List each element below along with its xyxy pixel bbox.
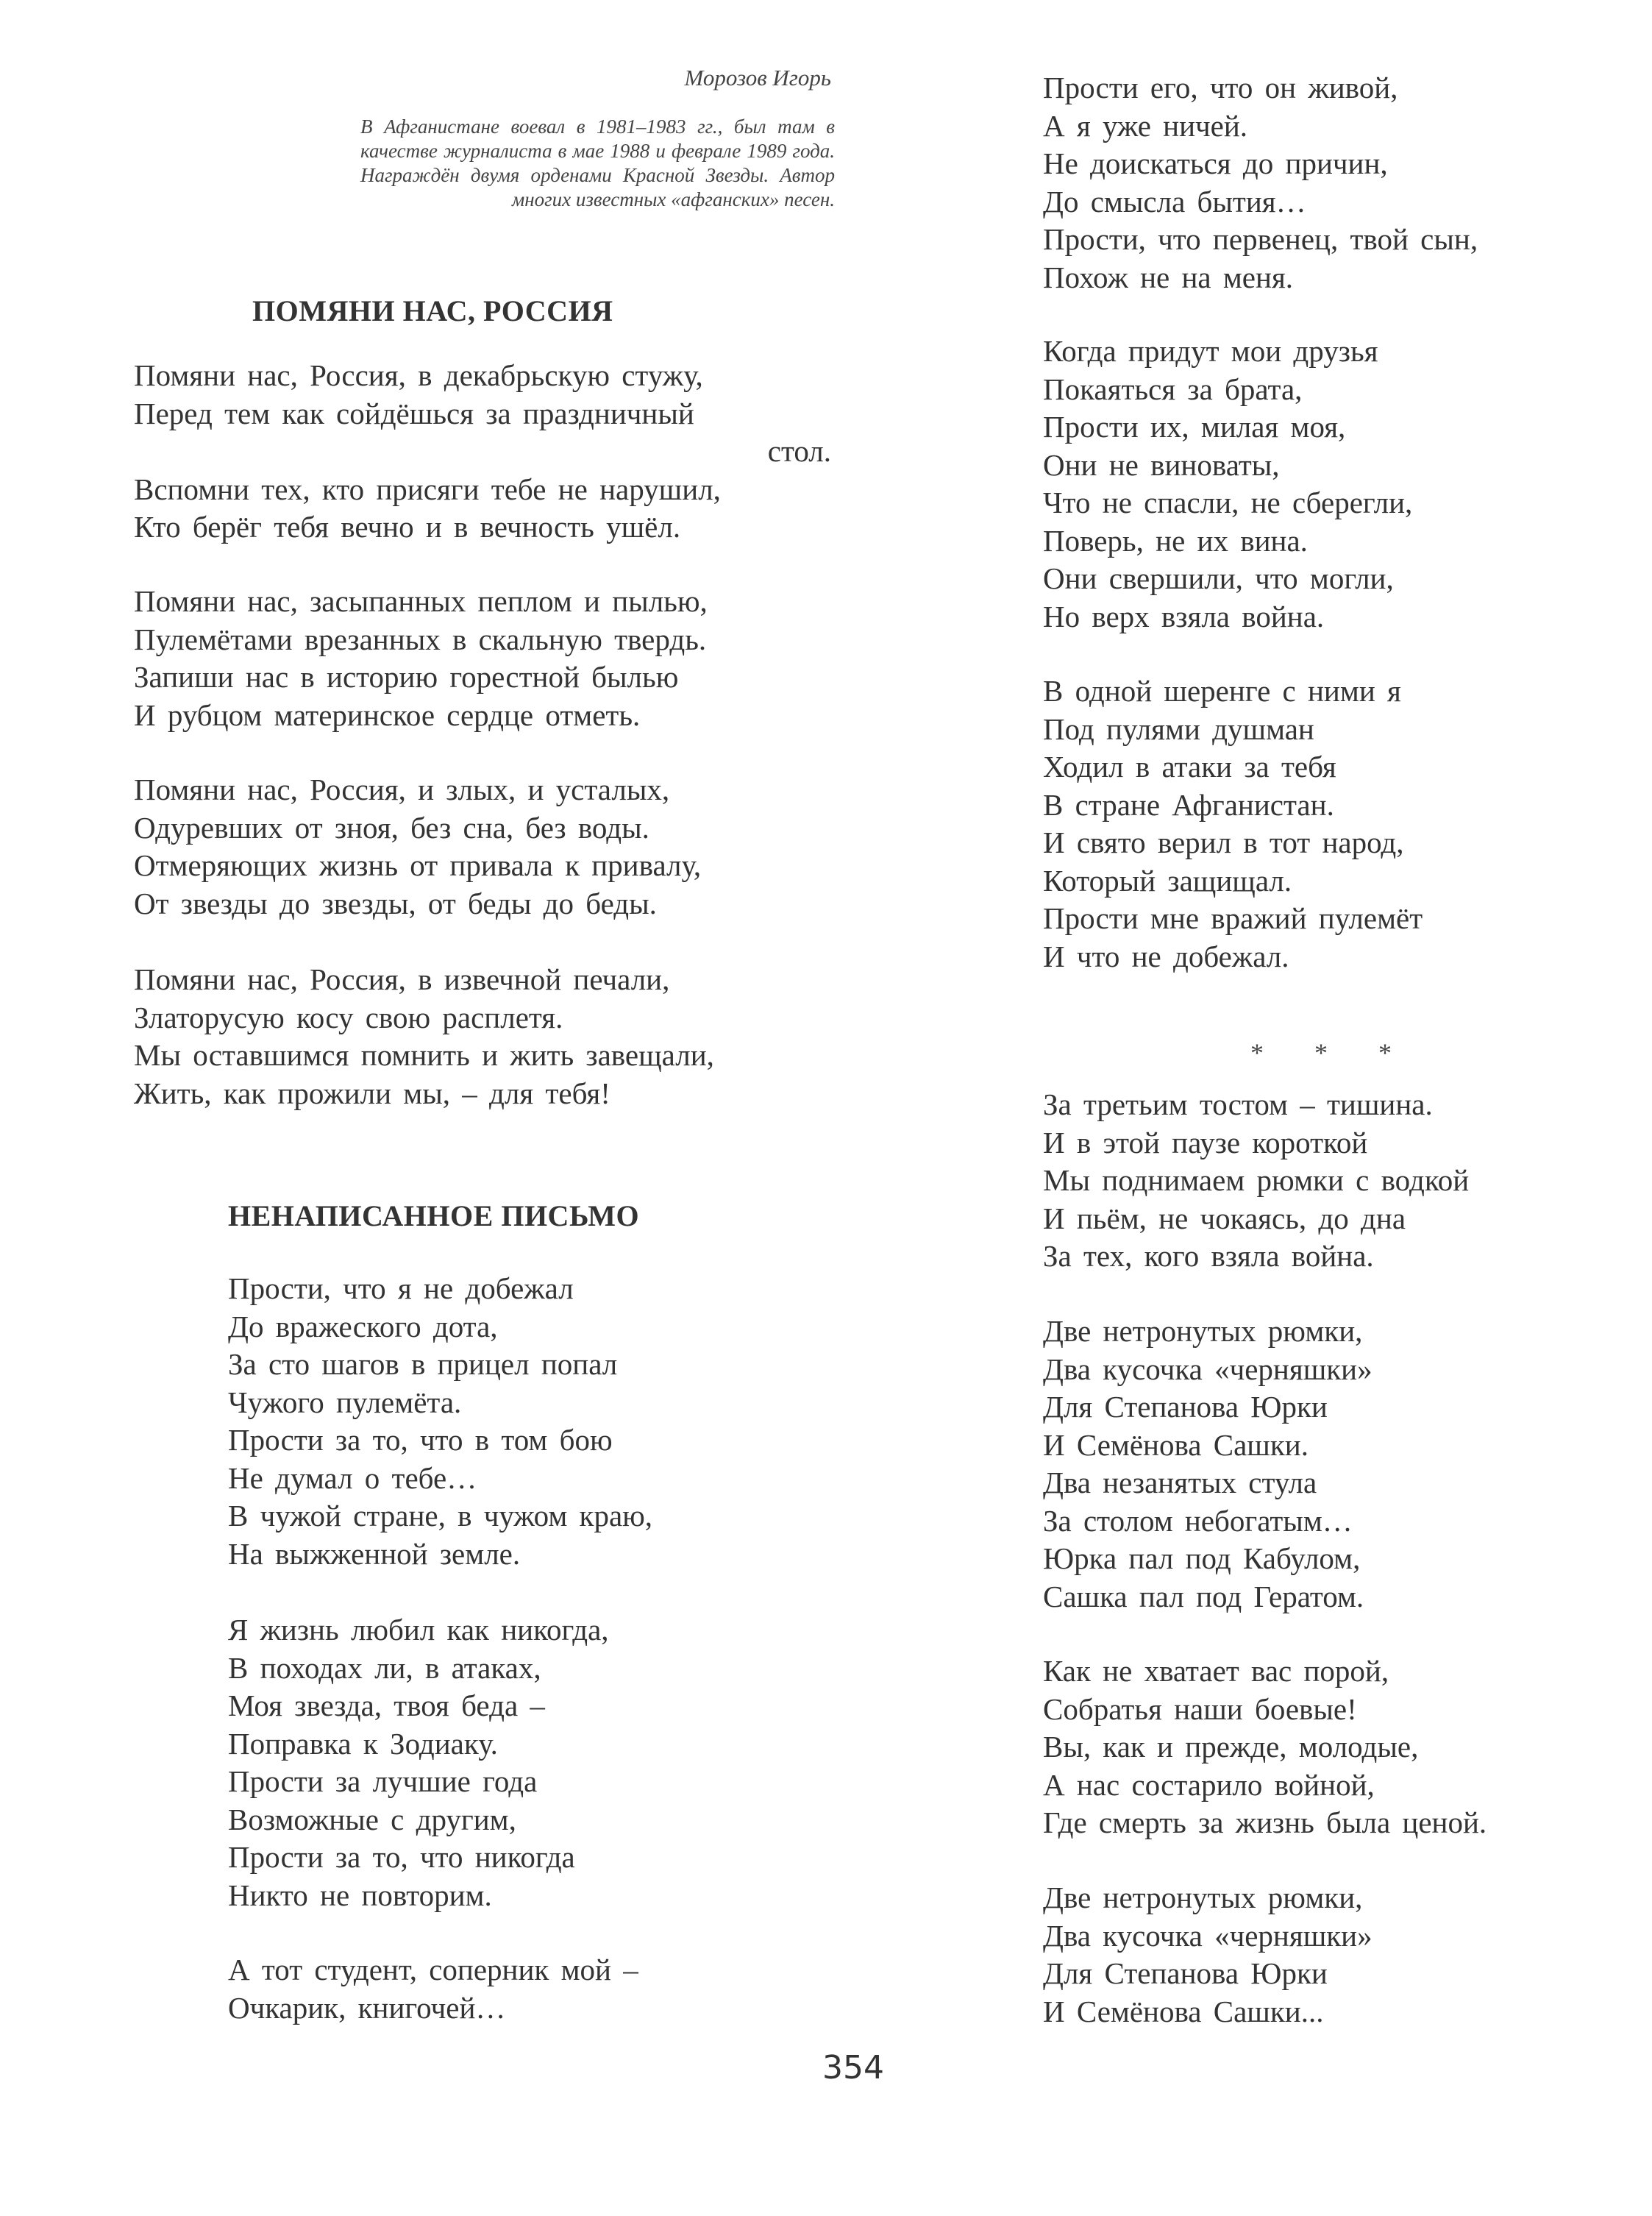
poem-line: В стране Афганистан.: [1043, 787, 1334, 822]
stanza: [134, 961, 714, 1112]
poem-line: Они не виноваты,: [1043, 447, 1280, 482]
poem-line: Возможные с другим,: [228, 1802, 516, 1836]
poem-line: Перед тем как сойдёшься за праздничный: [134, 396, 694, 430]
poem-title: НЕНАПИСАННОЕ ПИСЬМО: [228, 1199, 640, 1232]
stanza: [1043, 1652, 1487, 1842]
poem-line: А я уже ничей.: [1043, 108, 1248, 143]
poem-line: Прости за то, что в том бою: [228, 1423, 613, 1457]
poem-line: Помяни нас, Россия, в извечной печали,: [134, 962, 670, 996]
stanza: [1043, 672, 1423, 976]
poem-line: Где смерть за жизнь была ценой.: [1043, 1805, 1487, 1839]
poem-line: Юрка пал под Кабулом,: [1043, 1541, 1361, 1575]
poem-line: Две нетронутых рюмки,: [1043, 1881, 1363, 1914]
poem-line: От звезды до звезды, от беды до беды.: [134, 886, 657, 920]
poem-line: Прости, что я не добежал: [228, 1271, 574, 1305]
poem-line: Прости его, что он живой,: [1043, 71, 1398, 104]
poem-line: Два кусочка «черняшки»: [1043, 1352, 1372, 1386]
poem-line: Прости за то, что никогда: [228, 1840, 575, 1874]
poem-line: Мы поднимаем рюмки с водкой: [1043, 1163, 1470, 1197]
poem-line: За сто шагов в прицел попал: [228, 1347, 618, 1381]
poem-line: Но верх взяла война.: [1043, 599, 1325, 633]
poem-line: Чужого пулемёта.: [228, 1385, 462, 1419]
poem-line: Вы, как и прежде, молодые,: [1043, 1730, 1419, 1764]
poem-line: Златорусую косу свою расплетя.: [134, 1000, 563, 1034]
poem-line: Что не спасли, не сберегли,: [1043, 486, 1413, 519]
poem-line: Отмеряющих жизнь от привала к привалу,: [134, 848, 702, 882]
poem-line: стол.: [767, 434, 831, 468]
poem-line: Поправка к Зодиаку.: [228, 1726, 498, 1761]
poem-line: Две нетронутых рюмки,: [1043, 1314, 1363, 1348]
poem-line: Ходил в атаки за тебя: [1043, 750, 1336, 784]
stanza: [1043, 1879, 1372, 2031]
stanza: [228, 1951, 638, 2027]
stanza: [1043, 1086, 1469, 1276]
poem-line: Никто не повторим.: [228, 1878, 492, 1912]
poem-line: Запиши нас в историю горестной былью: [134, 660, 679, 694]
poem-line: Который защищал.: [1043, 863, 1292, 898]
poem-line: За тех, кого взяла война.: [1043, 1239, 1374, 1273]
poem-line: Когда придут мои друзья: [1043, 334, 1378, 368]
poem-line: На выжженной земле.: [228, 1536, 521, 1571]
poem-line: Прости их, милая моя,: [1043, 410, 1346, 444]
poem-line: Одуревших от зноя, без сна, без воды.: [134, 810, 649, 845]
poem-line: За третьим тостом – тишина.: [1043, 1087, 1433, 1121]
poem-line: До смысла бытия…: [1043, 184, 1306, 219]
poem-line: Как не хватает вас порой,: [1043, 1654, 1389, 1688]
stanza: [134, 771, 701, 923]
poem-line: Моя звезда, твоя беда –: [228, 1688, 545, 1722]
author-bio: В Афганистане воевал в 1981–1983 гг., был там в качестве журналиста в мае 1988 и феврале 1989 года. Награждён двумя орденами Красной Звезды. Автор многих известных «афганских» песен.: [360, 116, 835, 210]
poem-line: И пьём, не чокаясь, до дна: [1043, 1201, 1406, 1235]
poem-line: До вражеского дота,: [228, 1309, 498, 1343]
stanza: [1043, 69, 1478, 296]
poem-line: А тот студент, соперник мой –: [228, 1953, 638, 1986]
poem-line: Жить, как прожили мы, – для тебя!: [134, 1076, 610, 1110]
poem-line: Собратья наши боевые!: [1043, 1691, 1357, 1726]
poem-line: Для Степанова Юрки: [1043, 1390, 1328, 1424]
poem-line: За столом небогатым…: [1043, 1503, 1353, 1538]
poem-line: Под пулями душман: [1043, 711, 1314, 746]
poem-line: Поверь, не их вина.: [1043, 523, 1308, 558]
stanza: [134, 357, 831, 547]
author-name: Морозов Игорь: [684, 65, 831, 90]
stanza: [228, 1611, 609, 1914]
page-number: 354: [822, 2049, 884, 2087]
poem-line: В чужой стране, в чужом краю,: [228, 1499, 653, 1533]
poem-line: Прости мне вражий пулемёт: [1043, 901, 1423, 935]
poem-line: Покаяться за брата,: [1043, 372, 1303, 406]
stanza: [134, 583, 708, 734]
poem-line: Пулемётами врезанных в скальную твердь.: [134, 622, 707, 656]
poem-line: Для Степанова Юрки: [1043, 1956, 1328, 1990]
poem-line: Не думал о тебе…: [228, 1460, 477, 1495]
poem-line: Помяни нас, засыпанных пеплом и пылью,: [134, 584, 708, 618]
poem-line: Вспомни тех, кто присяги тебе не нарушил,: [134, 472, 721, 506]
poem-line: Два кусочка «черняшки»: [1043, 1918, 1372, 1953]
poem-line: Не доискаться до причин,: [1043, 146, 1388, 180]
poem-line: И Семёнова Сашки...: [1043, 1994, 1324, 2028]
poem-line: Очкарик, книгочей…: [228, 1990, 506, 2025]
poem-line: А нас состарило войной,: [1043, 1767, 1375, 1802]
poem-line: Прости, что первенец, твой сын,: [1043, 222, 1478, 256]
poem-line: Они свершили, что могли,: [1043, 561, 1394, 595]
poem-line: Кто берёг тебя вечно и в вечность ушёл.: [134, 510, 681, 544]
poem-line: Сашка пал под Гератом.: [1043, 1579, 1364, 1613]
poem-title: ПОМЯНИ НАС, РОССИЯ: [252, 294, 613, 327]
poem-line: Я жизнь любил как никогда,: [228, 1613, 609, 1647]
stanza: [1043, 1313, 1372, 1616]
poem-line: Помяни нас, Россия, и злых, и усталых,: [134, 773, 670, 806]
poem-line: Прости за лучшие года: [228, 1764, 538, 1798]
poem-line: Два незанятых стула: [1043, 1466, 1317, 1499]
poem-line: И что не добежал.: [1043, 939, 1289, 973]
stanza: [228, 1270, 652, 1573]
poem-line: В походах ли, в атаках,: [228, 1650, 541, 1685]
poem-line: В одной шеренге с ними я: [1043, 674, 1401, 708]
poem-line: И рубцом материнское сердце отметь.: [134, 697, 641, 732]
stanza: [1043, 333, 1412, 636]
poem-line: Мы оставшимся помнить и жить завещали,: [134, 1038, 714, 1072]
poem-line: Помяни нас, Россия, в декабрьскую стужу,: [134, 358, 703, 392]
poem-line: Похож не на меня.: [1043, 260, 1294, 294]
poem-line: И свято верил в тот народ,: [1043, 825, 1404, 859]
section-separator: * * *: [1250, 1038, 1414, 1068]
poem-line: И Семёнова Сашки.: [1043, 1427, 1309, 1462]
poem-line: И в этой паузе короткой: [1043, 1125, 1368, 1160]
